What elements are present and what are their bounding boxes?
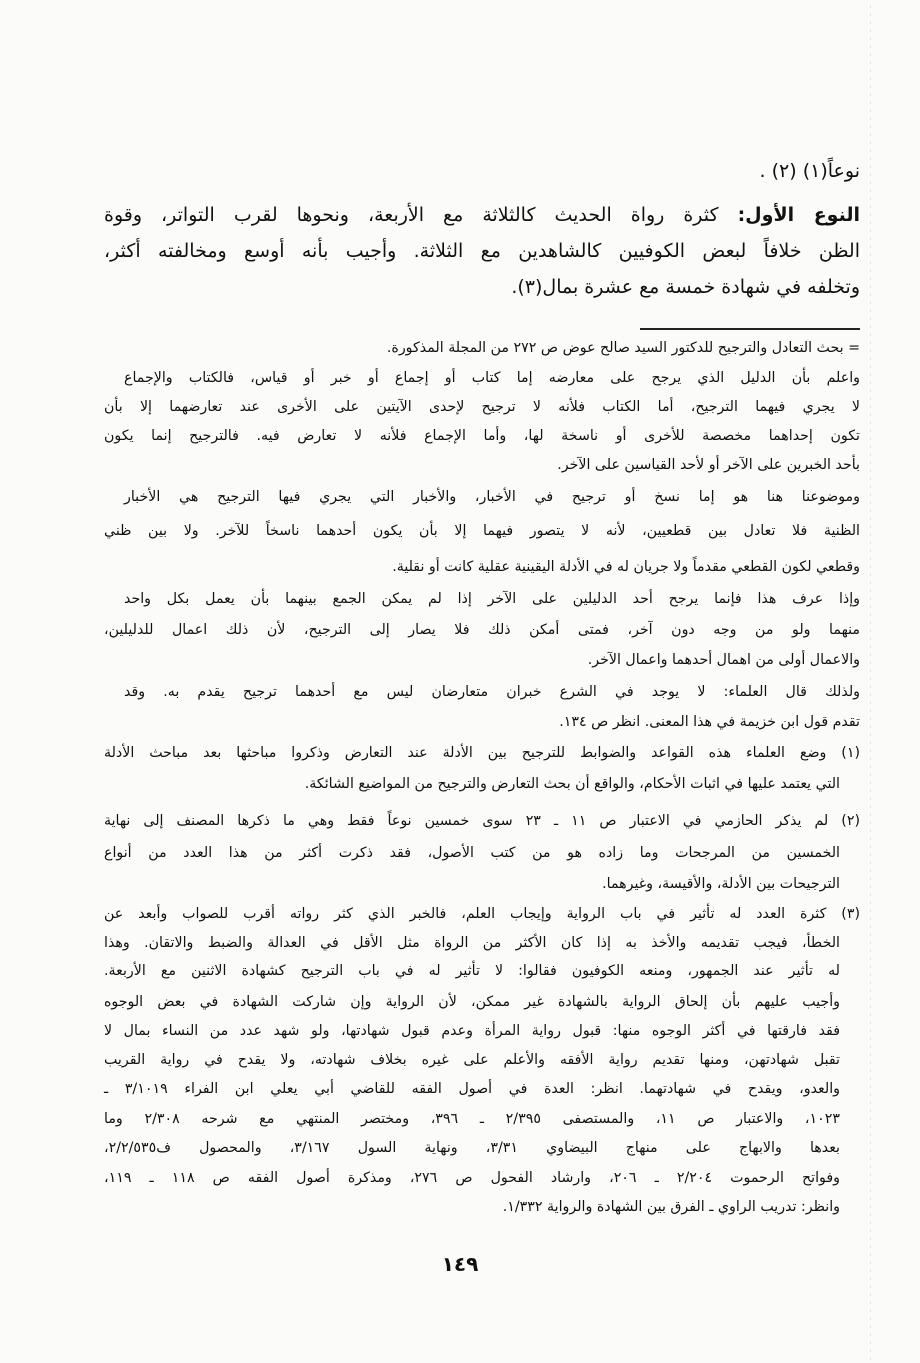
footnote-3-line: الخطأ، فيجب تقديمه والأخذ به إذا كان الأكثر من الرواة مثل الأقل في العدالة والضبط والاتقان. وهذا: [104, 935, 840, 951]
footnote-2: (٢) لم يذكر الحازمي في الاعتبار ص ١١ ـ ٢٣ سوى خمسين نوعاً فقط وهي ما ذكرها المصنف إلى نهاية: [104, 813, 860, 829]
scan-artifact: [870, 0, 871, 1363]
main-line-2: الظن خلافاً لبعض الكوفيين كالشاهدين مع الثلاثة. وأجيب بأنه أوسع ومخالفته أكثر،: [104, 240, 860, 262]
footnote-2-line: الخمسين من المرجحات وما زاده هو من كتب الأصول، فقد ذكرت أكثر من هذا العدد من أنواع: [104, 845, 840, 861]
footnote-line: تقدم قول ابن خزيمة في هذا المعنى. انظر ص ١٣٤.: [559, 714, 860, 730]
footnote-3-line: له تأثير عند الجمهور، ومنعه الكوفيون فقالوا: لا تأثير له في باب الترجيح كشهادة الاثنين مع الأربعة.: [104, 963, 840, 979]
footnote-line: منهما ولو من وجه دون آخر، فمتى أمكن ذلك فلا يصار إلى الترجيح، لأن ذلك اعمال للدليلين،: [104, 622, 860, 638]
footnote-line: تكون إحداهما مخصصة للأخرى أو ناسخة لها، وأما الإجماع فلأنه لا تعارض فيه. فالترجيح إنما يكون: [104, 428, 860, 444]
footnote-separator: [640, 328, 860, 330]
main-line-1: [104, 204, 860, 226]
footnote-line: = بحث التعادل والترجيح للدكتور السيد صالح عوض ص ٢٧٢ من المجلة المذكورة.: [386, 340, 860, 356]
footnote-3-line: وفواتح الرحموت ٢/٢٠٤ ـ ٢٠٦، وارشاد الفحول ص ٢٧٦، ومذكرة أصول الفقه ص ١١٨ ـ ١١٩،: [104, 1170, 840, 1186]
footnote-3-line: فقد فارقتها في أكثر الوجوه منها: قبول رواية المرأة وعدم قبول شهادتها، ولو شهد عدد من النساء بمال لا: [104, 1023, 840, 1039]
footnote-3-line: ١٠٢٣، والاعتبار ص ١١، والمستصفى ٢/٣٩٥ ـ ٣٩٦، ومختصر المنتهي مع شرحه ٢/٣٠٨ وما: [104, 1111, 840, 1127]
footnote-3: (٣) كثرة العدد له تأثير في باب الرواية وإيجاب العلم، فالخبر الذي كثر رواته أقرب للصواب وأبعد عن: [104, 906, 860, 922]
footnote-1: (١) وضع العلماء هذه القواعد والضوابط للترجيح بين الأدلة عند التعارض وذكروا مباحثها بعد مباحث الأدلة: [104, 745, 860, 761]
section-heading: النوع الأول:: [737, 204, 860, 226]
footnote-line: واعلم بأن الدليل الذي يرجح على معارضه إما كتاب أو إجماع أو خبر أو قياس، فالكتاب والإجماع: [124, 370, 860, 386]
footnote-line: بأحد الخبرين على الآخر أو لأحد القياسين على الآخر.: [557, 457, 860, 473]
footnote-3-line: والعدو، ويقدح في شهادتهما. انظر: العدة في أصول الفقه للقاضي أبي يعلي ابن الفراء ٣/١٠١٩ ـ: [104, 1081, 840, 1097]
footnote-3-line: وأجيب عليهم بأن إلحاق الرواية بالشهادة غير ممكن، لأن الرواية وإن شاركت الشهادة في بعض الوجوه: [104, 994, 840, 1010]
footnote-line: ولذلك قال العلماء: لا يوجد في الشرع خبران متعارضان ليس مع أحدهما ترجيح يقدم به. وقد: [124, 684, 860, 700]
footnote-3-line: وانظر: تدريب الراوي ـ الفرق بين الشهادة والرواية ١/٣٣٢.: [502, 1199, 840, 1215]
main-line-3: وتخلفه في شهادة خمسة مع عشرة بمال(٣).: [511, 276, 860, 298]
footnote-3-line: تقبل شهادتهن، ومنها تقديم رواية الأفقه والأعلم على غيره بخلاف شهادته، ولا يقدح في رواية القريب: [104, 1052, 840, 1068]
footnote-1-line: التي يعتمد عليها في اثبات الأحكام، والواقع أن بحث التعارض والترجيح من المواضيع الشائكة.: [304, 776, 840, 792]
footnote-2-line: الترجيحات بين الأدلة، والأقيسة، وغيرهما.: [602, 876, 840, 892]
footnote-line: الظنية فلا تعادل بين قطعيين، لأنه لا يتصور فيهما إلا بأن يكون أحدهما ناسخاً للآخر. ولا بين ظني: [104, 523, 860, 539]
footnote-line: وموضوعنا هنا هو إما نسخ أو ترجيح في الأخبار، والأخبار التي يجري فيها الترجيح هي الأخبار: [124, 489, 860, 505]
intro-line: نوعاً(١) (٢) .: [759, 160, 860, 182]
footnote-line: وقطعي لكون القطعي مقدماً ولا جريان له في الأدلة اليقينية عقلية كانت أو نقلية.: [392, 559, 860, 575]
footnote-3-line: بعدها والابهاج على منهاج البيضاوي ٣/٣١، ونهاية السول ٣/١٦٧، والمحصول ف٢/٢/٥٣٥،: [104, 1140, 840, 1156]
main-line-1-text: كثرة رواة الحديث كالثلاثة مع الأربعة، ونحوها لقرب التواتر، وقوة: [104, 204, 719, 226]
footnote-line: وإذا عرف هذا فإنما يرجح أحد الدليلين على الآخر إذا لم يمكن الجمع بينهما بأن يعمل بكل واحد: [124, 591, 860, 607]
footnote-line: والاعمال أولى من اهمال أحدهما واعمال الآخر.: [587, 652, 860, 668]
footnote-line: لا يجري فيهما الترجيح، أما الكتاب فلأنه لا ترجيح لإحدى الآيتين على الأخرى عند تعارضهما إلا بأن: [104, 399, 860, 415]
page-number: ١٤٩: [441, 1252, 479, 1276]
